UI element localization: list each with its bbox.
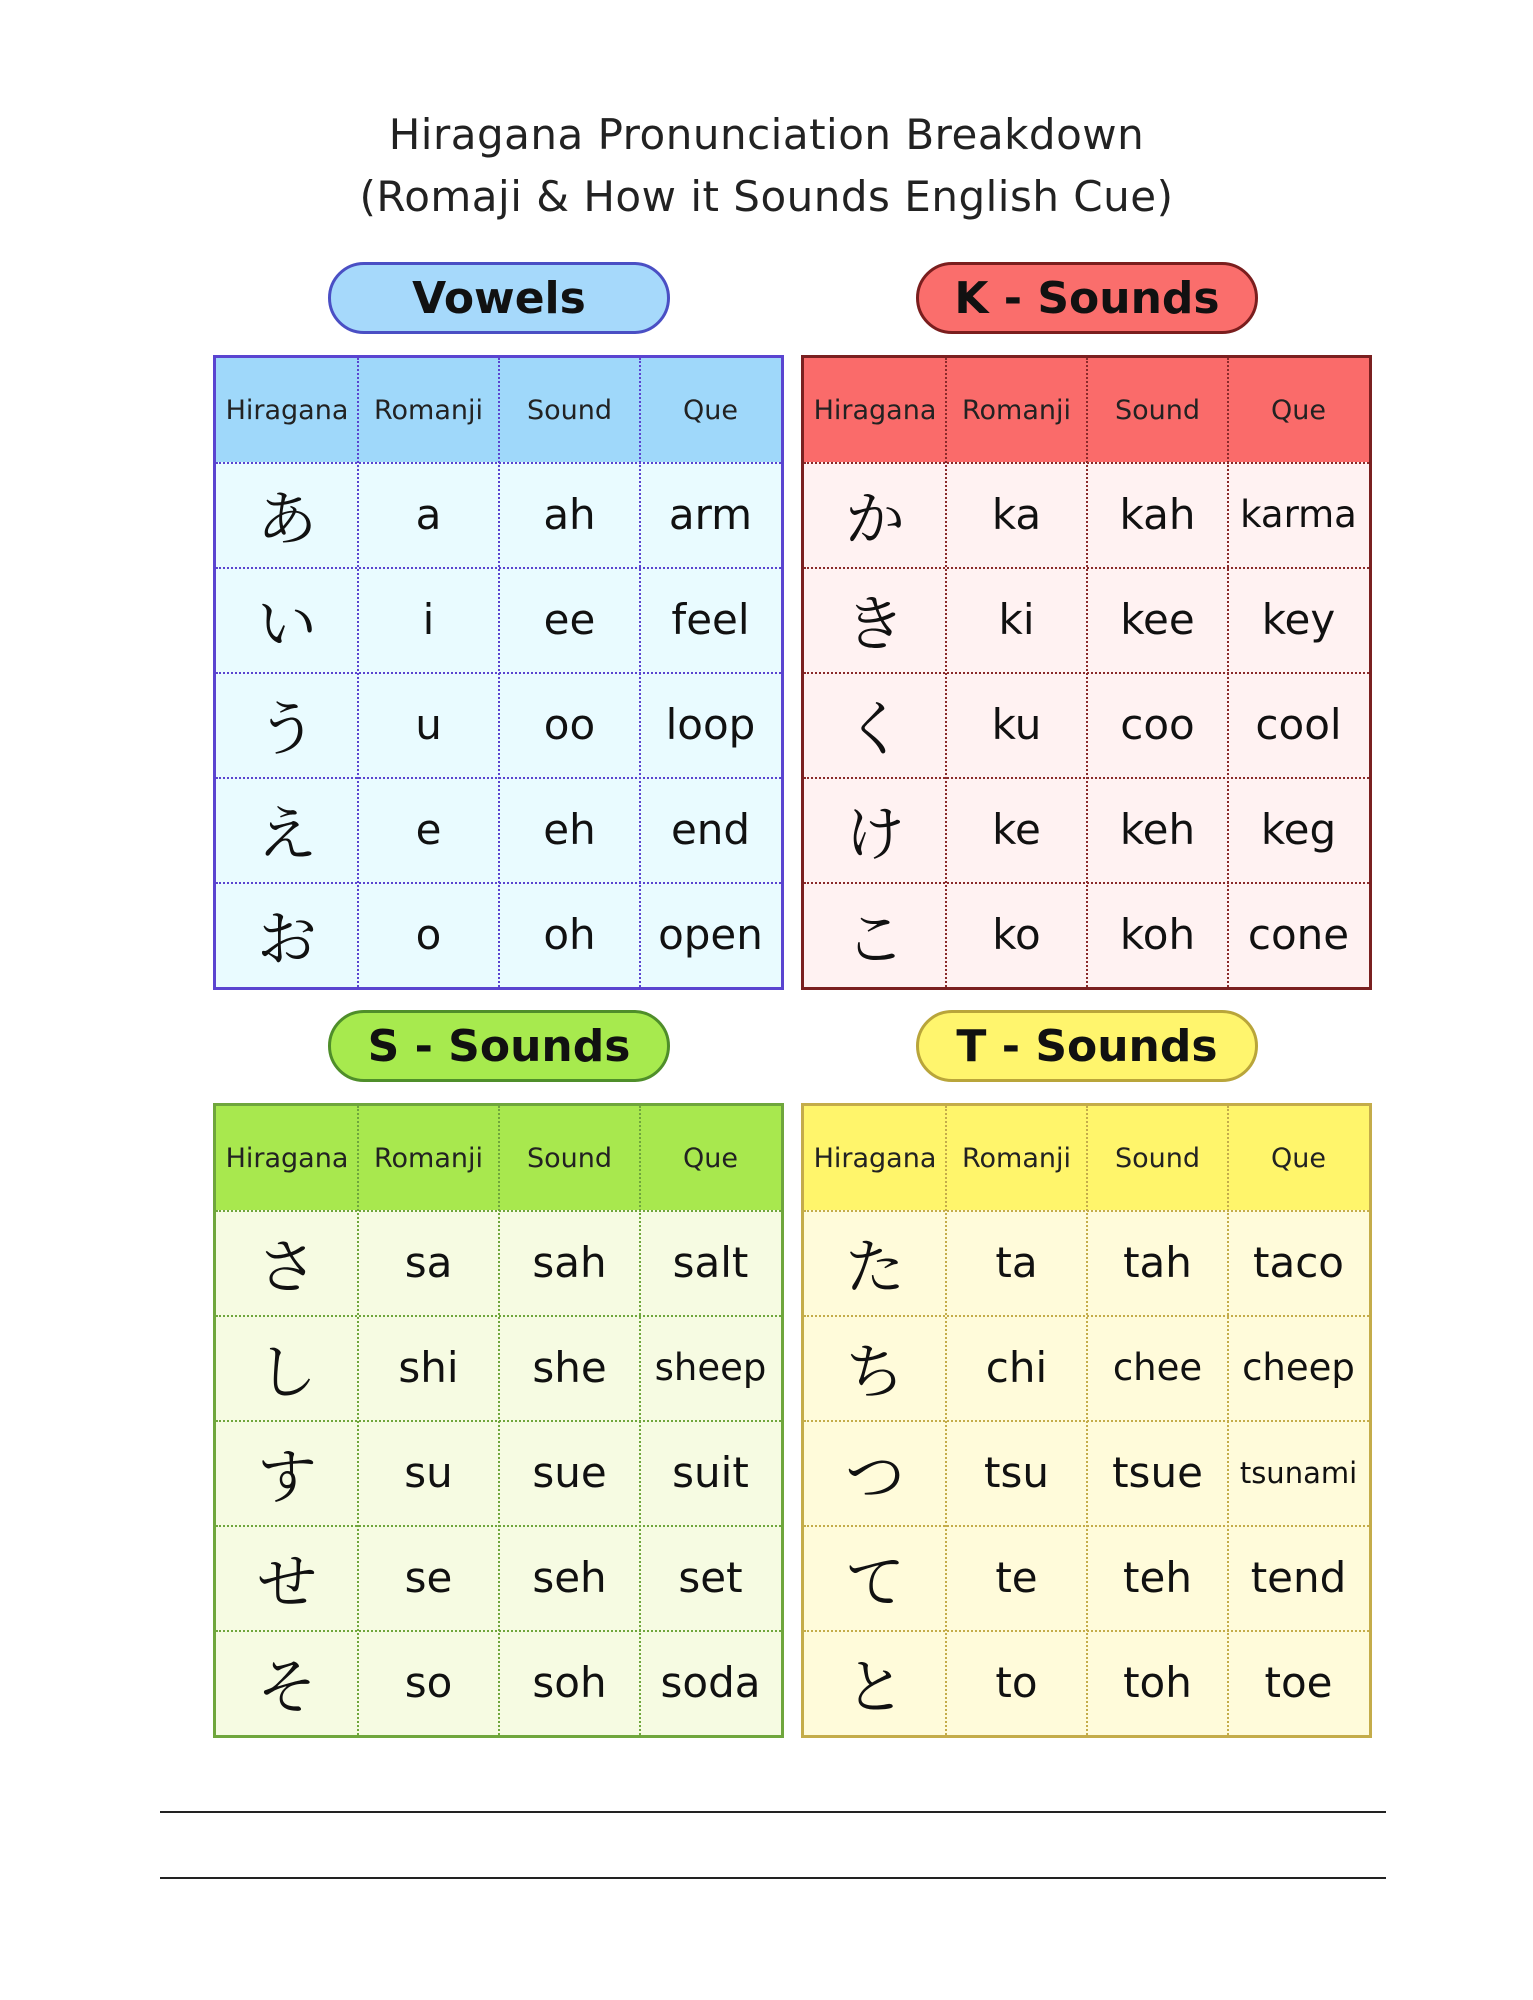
romaji-cell: ko bbox=[992, 910, 1041, 959]
kana-cell: か bbox=[845, 484, 905, 555]
cue-cell: keg bbox=[1260, 805, 1337, 854]
sound-cell: oh bbox=[543, 910, 596, 959]
romaji-cell: tsu bbox=[984, 1448, 1049, 1497]
romaji-cell: ta bbox=[995, 1238, 1038, 1287]
sound-cell: tsue bbox=[1112, 1448, 1203, 1497]
header-romanji: Romanji bbox=[961, 394, 1072, 426]
row-divider bbox=[216, 462, 781, 464]
cue-cell: loop bbox=[665, 700, 756, 749]
kana-cell: ち bbox=[845, 1337, 905, 1408]
cue-cell: soda bbox=[660, 1658, 761, 1707]
cue-cell: arm bbox=[668, 490, 753, 539]
row-divider bbox=[216, 1630, 781, 1632]
row-divider bbox=[804, 777, 1369, 779]
romaji-cell: to bbox=[995, 1658, 1038, 1707]
kana-cell: い bbox=[257, 589, 317, 660]
row-divider bbox=[216, 1315, 781, 1317]
cue-cell: feel bbox=[671, 595, 750, 644]
romaji-cell: sa bbox=[404, 1238, 453, 1287]
row-divider bbox=[804, 1525, 1369, 1527]
header-que: Que bbox=[1271, 394, 1326, 426]
kana-cell: し bbox=[257, 1337, 317, 1408]
row-divider bbox=[216, 882, 781, 884]
row-divider bbox=[216, 672, 781, 674]
header-romanji: Romanji bbox=[961, 1142, 1072, 1174]
romaji-cell: su bbox=[404, 1448, 453, 1497]
row-divider bbox=[804, 1630, 1369, 1632]
romaji-cell: shi bbox=[398, 1343, 459, 1392]
sound-cell: she bbox=[532, 1343, 607, 1392]
k-sounds-section-label: K - Sounds bbox=[916, 262, 1258, 334]
sound-cell: sah bbox=[532, 1238, 607, 1287]
header-romanji: Romanji bbox=[373, 394, 484, 426]
sound-cell: ee bbox=[543, 595, 596, 644]
romaji-cell: a bbox=[415, 490, 442, 539]
sound-cell: kah bbox=[1119, 490, 1196, 539]
kana-cell: き bbox=[845, 589, 905, 660]
romaji-cell: o bbox=[415, 910, 442, 959]
cue-cell: sheep bbox=[654, 1346, 767, 1389]
sound-cell: ah bbox=[543, 490, 596, 539]
row-divider bbox=[216, 1420, 781, 1422]
t-sounds-table bbox=[801, 1103, 1372, 1738]
kana-cell: て bbox=[845, 1547, 905, 1618]
romaji-cell: ki bbox=[998, 595, 1035, 644]
kana-cell: そ bbox=[257, 1652, 317, 1723]
cue-cell: key bbox=[1261, 595, 1336, 644]
row-divider bbox=[216, 777, 781, 779]
kana-cell: あ bbox=[257, 484, 317, 555]
row-divider bbox=[216, 1525, 781, 1527]
cue-cell: cool bbox=[1255, 700, 1342, 749]
romaji-cell: e bbox=[415, 805, 442, 854]
sound-cell: keh bbox=[1119, 805, 1196, 854]
vowels-section-label: Vowels bbox=[328, 262, 670, 334]
romaji-cell: u bbox=[415, 700, 442, 749]
kana-cell: え bbox=[257, 799, 317, 870]
romaji-cell: te bbox=[995, 1553, 1038, 1602]
romaji-cell: ku bbox=[991, 700, 1042, 749]
cue-cell: tend bbox=[1250, 1553, 1347, 1602]
row-divider bbox=[804, 672, 1369, 674]
cue-cell: set bbox=[678, 1553, 743, 1602]
sound-cell: soh bbox=[532, 1658, 607, 1707]
romaji-cell: ke bbox=[992, 805, 1041, 854]
romaji-cell: i bbox=[422, 595, 435, 644]
header-que: Que bbox=[683, 394, 738, 426]
header-sound: Sound bbox=[1114, 1142, 1201, 1174]
cue-cell: salt bbox=[672, 1238, 749, 1287]
kana-cell: こ bbox=[845, 904, 905, 975]
sound-cell: oo bbox=[543, 700, 596, 749]
romaji-cell: chi bbox=[985, 1343, 1048, 1392]
kana-cell: く bbox=[845, 694, 905, 765]
page-subtitle: (Romaji & How it Sounds English Cue) bbox=[359, 172, 1174, 221]
writing-line bbox=[160, 1877, 1386, 1879]
header-hiragana: Hiragana bbox=[813, 1142, 937, 1174]
cue-cell: toe bbox=[1264, 1658, 1333, 1707]
writing-line bbox=[160, 1811, 1386, 1813]
kana-cell: さ bbox=[257, 1232, 317, 1303]
kana-cell: と bbox=[845, 1652, 905, 1723]
sound-cell: coo bbox=[1120, 700, 1195, 749]
row-divider bbox=[804, 462, 1369, 464]
kana-cell: す bbox=[257, 1442, 317, 1513]
sound-cell: sue bbox=[532, 1448, 607, 1497]
cue-cell: cone bbox=[1247, 910, 1350, 959]
header-sound: Sound bbox=[526, 1142, 613, 1174]
vowels-table bbox=[213, 355, 784, 990]
sound-cell: tah bbox=[1123, 1238, 1192, 1287]
s-sounds-table bbox=[213, 1103, 784, 1738]
sound-cell: chee bbox=[1112, 1346, 1203, 1389]
header-sound: Sound bbox=[1114, 394, 1201, 426]
cue-cell: taco bbox=[1253, 1238, 1344, 1287]
romaji-cell: so bbox=[404, 1658, 453, 1707]
sound-cell: eh bbox=[543, 805, 596, 854]
cue-cell: tsunami bbox=[1239, 1455, 1358, 1490]
sound-cell: teh bbox=[1123, 1553, 1192, 1602]
header-hiragana: Hiragana bbox=[225, 394, 349, 426]
kana-cell: つ bbox=[845, 1442, 905, 1513]
t-sounds-section-label: T - Sounds bbox=[916, 1010, 1258, 1082]
row-divider bbox=[804, 1420, 1369, 1422]
kana-cell: た bbox=[845, 1232, 905, 1303]
romaji-cell: se bbox=[404, 1553, 453, 1602]
header-romanji: Romanji bbox=[373, 1142, 484, 1174]
cue-cell: end bbox=[670, 805, 751, 854]
row-divider bbox=[216, 1210, 781, 1212]
cue-cell: cheep bbox=[1242, 1346, 1355, 1389]
row-divider bbox=[804, 1315, 1369, 1317]
row-divider bbox=[216, 567, 781, 569]
romaji-cell: ka bbox=[991, 490, 1042, 539]
sound-cell: toh bbox=[1123, 1658, 1192, 1707]
row-divider bbox=[804, 882, 1369, 884]
sound-cell: kee bbox=[1120, 595, 1195, 644]
kana-cell: け bbox=[845, 799, 905, 870]
page-title: Hiragana Pronunciation Breakdown bbox=[388, 110, 1145, 159]
s-sounds-section-label: S - Sounds bbox=[328, 1010, 670, 1082]
header-sound: Sound bbox=[526, 394, 613, 426]
sound-cell: seh bbox=[532, 1553, 607, 1602]
header-hiragana: Hiragana bbox=[813, 394, 937, 426]
header-que: Que bbox=[683, 1142, 738, 1174]
header-que: Que bbox=[1271, 1142, 1326, 1174]
row-divider bbox=[804, 1210, 1369, 1212]
k-sounds-table bbox=[801, 355, 1372, 990]
kana-cell: う bbox=[257, 694, 317, 765]
row-divider bbox=[804, 567, 1369, 569]
kana-cell: せ bbox=[257, 1547, 317, 1618]
sound-cell: koh bbox=[1119, 910, 1196, 959]
cue-cell: karma bbox=[1240, 493, 1357, 536]
kana-cell: お bbox=[257, 904, 317, 975]
header-hiragana: Hiragana bbox=[225, 1142, 349, 1174]
cue-cell: open bbox=[658, 910, 763, 959]
cue-cell: suit bbox=[672, 1448, 749, 1497]
